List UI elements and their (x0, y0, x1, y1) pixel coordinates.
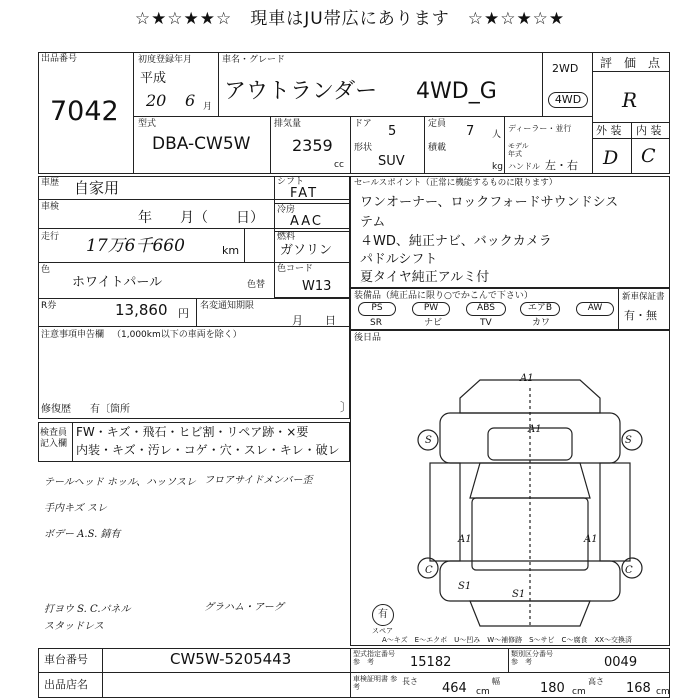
sales-line-2: テム (360, 215, 386, 230)
width-unit: cm (572, 687, 586, 697)
equip-pw: PW (412, 302, 450, 316)
color-value: ホワイトパール (72, 275, 163, 290)
ac-value: AAC (290, 214, 323, 229)
model-value: DBA-CW5W (152, 134, 251, 154)
damage-mark-3: S (425, 435, 432, 446)
mileage-unit: km (222, 244, 240, 257)
fuel-label: 燃料 (277, 232, 296, 242)
damage-mark-1: A1 (520, 373, 534, 384)
capacity-label: 定員 (428, 119, 447, 129)
spare-indicator: 有 (372, 604, 394, 626)
repair-value: 有〔箇所 (90, 404, 130, 415)
sales-line-5: 夏タイヤ純正アルミ付 (360, 270, 490, 285)
damage-mark-4: S (625, 435, 632, 446)
equip-sr: SR (370, 318, 382, 328)
note-2: フロアサイドメンバー歪 (204, 475, 313, 486)
chassis-label: 車台番号 (44, 653, 88, 666)
note-3: 手内キズ スレ (44, 503, 107, 514)
color-code-value: W13 (302, 279, 332, 294)
mileage-value: 17万6千660 (86, 236, 185, 256)
sales-line-1: ワンオーナー、ロックフォードサウンドシス (360, 195, 619, 210)
inspection-value: 年 月（ 日） (138, 210, 264, 226)
sales-line-3: ４WD、純正ナビ、バックカメラ (360, 234, 552, 249)
shape-value: SUV (378, 154, 405, 169)
first-registration-month: 6 (185, 91, 196, 110)
car-damage-diagram (410, 368, 650, 636)
certified-value: 15182 (410, 655, 452, 670)
notes-label: 注意事項申告欄 (41, 330, 105, 340)
fuel-value: ガソリン (280, 243, 333, 258)
damage-mark-6: A1 (584, 534, 598, 545)
damage-mark-10: C (625, 565, 633, 576)
height-value: 168 (626, 681, 651, 696)
equip-tv: TV (480, 318, 492, 328)
sales-line-4: パドルシフト (360, 252, 438, 267)
interior-value: C (641, 145, 656, 167)
size-label: 車検証明書 参 考 (353, 675, 405, 691)
first-registration-year: 20 (146, 91, 167, 110)
recycle-amount: 13,860 (115, 301, 168, 319)
ac-label: 冷房 (277, 205, 296, 215)
notes-value: （1,000km以下の車両を除く） (112, 330, 242, 340)
steering-label: ハンドル (508, 162, 540, 171)
width-value: 180 (540, 681, 565, 696)
length-value: 464 (442, 681, 467, 696)
length-label: 長さ (402, 677, 418, 686)
note-7: スタッドレス (44, 621, 104, 632)
note-4: ボデー A.S. 錆有 (44, 529, 121, 540)
equipment-label: 装備品（純正品に限り○でかこんで下さい） (354, 291, 533, 301)
history-label: 車歴 (41, 178, 60, 188)
dealer-label: ディーラー・並行 (508, 124, 572, 133)
damage-mark-9: C (425, 565, 433, 576)
color-change-label: 色替 (247, 280, 266, 290)
damage-mark-7: S1 (458, 581, 472, 592)
history-value: 自家用 (74, 179, 120, 197)
model-label: 型式 (138, 119, 157, 129)
inspector-row-2: 内装・キズ・汚レ・コゲ・穴・スレ・キレ・破レ (76, 443, 340, 457)
inspection-label: 車検 (41, 202, 60, 212)
height-unit: cm (656, 687, 670, 697)
displacement-label: 排気量 (274, 119, 302, 129)
lot-label: 出品番号 (41, 54, 78, 64)
model-year-label: モデル 年式 (508, 142, 529, 158)
shift-label: シフト (277, 177, 305, 187)
recycle-label: R券 (41, 301, 57, 311)
inspector-row-1: FW・キズ・飛石・ヒビ割・リペア跡・×要 (76, 425, 309, 439)
month-unit: 月 (203, 102, 213, 112)
vehicle-name: アウトランダー (224, 79, 378, 104)
class-value: 0049 (604, 655, 638, 670)
damage-mark-8: S1 (512, 589, 526, 600)
displacement-value: 2359 (292, 136, 333, 155)
doors-value: 5 (388, 124, 397, 139)
load-unit: kg (492, 162, 503, 172)
inspector-check-label: 検査員 記入欄 (40, 428, 68, 449)
recycle-unit: 円 (178, 307, 189, 320)
equip-aw: AW (576, 302, 614, 316)
color-label: 色 (41, 265, 51, 275)
doors-label: ドア (354, 119, 372, 129)
header-banner: ☆★☆★★☆ 現車はJU帯広にあります ☆★☆★☆★ (134, 9, 566, 29)
capacity-value: 7 (466, 124, 475, 139)
drive-4wd: 4WD (548, 92, 588, 108)
note-6: グラハム・アーグ (204, 602, 284, 613)
first-registration-era: 平成 (140, 71, 167, 86)
equip-ps: PS (358, 302, 396, 316)
exterior-value: D (603, 147, 619, 169)
spare-caption: スペア (372, 627, 393, 635)
after-items-label: 後日品 (354, 333, 382, 343)
name-change-value: 月 日 (292, 314, 336, 327)
height-label: 高さ (588, 677, 604, 686)
shift-value: FAT (290, 186, 319, 201)
warranty-value: 有・無 (624, 309, 657, 322)
width-label: 幅 (492, 677, 500, 686)
drive-2wd: 2WD (552, 62, 579, 75)
repair-label: 修復歴 (41, 404, 71, 415)
damage-mark-5: A1 (458, 534, 472, 545)
name-change-label: 名変通知期限 (200, 301, 255, 311)
score-label: 評 価 点 (600, 56, 661, 70)
capacity-unit: 人 (492, 130, 502, 140)
color-code-label: 色コード (277, 264, 314, 274)
equip-abs: ABS (466, 302, 506, 316)
equip-navi: ナビ (424, 318, 443, 328)
interior-label: 内 装 (636, 124, 662, 137)
damage-mark-2: A1 (528, 424, 542, 435)
steering-value: 左・右 (545, 159, 578, 172)
load-label: 積載 (428, 143, 447, 153)
length-unit: cm (476, 687, 490, 697)
note-5: 打ヨウ S. C.パネル (44, 604, 131, 615)
vehicle-name-label: 車名・グレード (222, 55, 286, 65)
dealer-name-label: 出品店名 (44, 678, 88, 691)
damage-legend: A～キズ E～エクボ U～凹み W～補修跡 S～サビ C～腐食 XX～交換済 (382, 636, 633, 644)
warranty-label: 新車保証書 (622, 292, 665, 302)
note-1: テールヘッド ホッル、ハッソスレ (44, 477, 196, 488)
equip-airbag: エアB (520, 302, 560, 316)
equip-leather: カワ (532, 318, 551, 328)
certified-label: 型式指定番号 参 考 (353, 650, 395, 666)
class-label: 類別区分番号 参 考 (511, 650, 553, 666)
vehicle-grade: 4WD_G (416, 79, 497, 104)
mileage-label: 走行 (41, 232, 60, 242)
shape-label: 形状 (354, 143, 373, 153)
sales-points-label: セールスポイント（正常に機能するものに限ります） (354, 178, 558, 188)
first-registration-label: 初度登録年月 (138, 55, 193, 65)
cc-unit: cc (334, 160, 344, 170)
score-value: R (622, 88, 638, 112)
exterior-label: 外 装 (596, 124, 622, 137)
lot-number: 7042 (50, 96, 119, 127)
repair-close: 〕 (340, 400, 353, 414)
chassis-value: CW5W-5205443 (170, 650, 292, 668)
